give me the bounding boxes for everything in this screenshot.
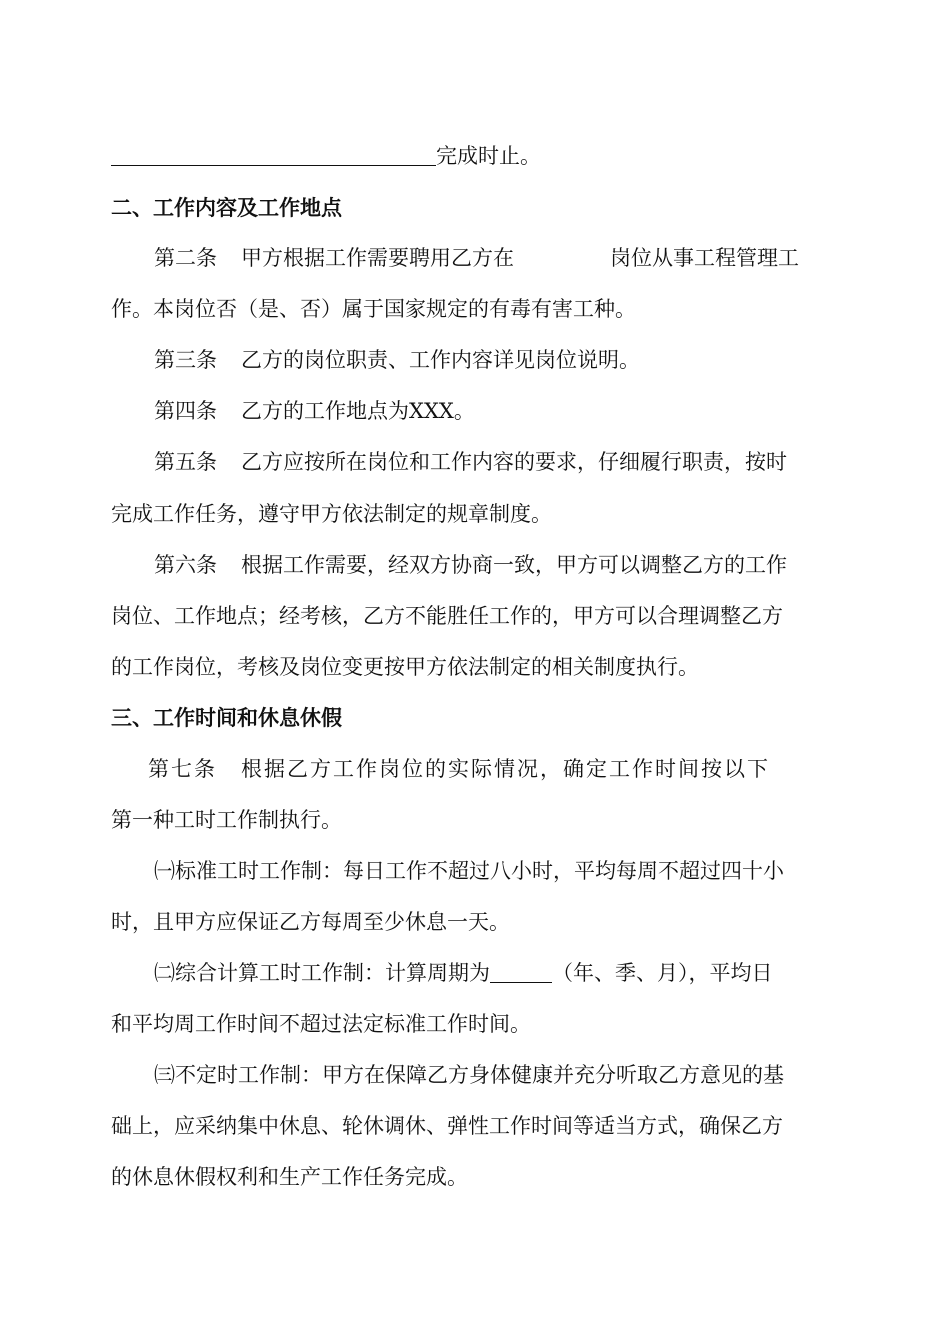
item-1-line-1: ㈠标准工时工作制：每日工作不超过八小时，平均每周不超过四十小 [154,859,784,883]
article-7-number: 第七条 [148,757,217,781]
article-2-number: 第二条 [154,246,217,270]
article-5-text: 乙方应按所在岗位和工作内容的要求，仔细履行职责，按时 [241,450,787,474]
article-4-text: 乙方的工作地点为XXX。 [241,399,475,423]
item-2-text-a: ㈡综合计算工时工作制：计算周期为 [154,961,490,985]
item-3-line-3: 的休息休假权利和生产工作任务完成。 [111,1165,468,1189]
item-2-line-2: 和平均周工作时间不超过法定标准工作时间。 [111,1012,531,1036]
section-heading-3: 三、工作时间和休息休假 [111,706,342,730]
article-6-line-2: 岗位、工作地点；经考核，乙方不能胜任工作的，甲方可以合理调整乙方 [111,604,783,628]
article-4-number: 第四条 [154,399,217,423]
article-4 [111,391,846,431]
article-7-line-2: 第一种工时工作制执行。 [111,808,342,832]
article-3 [111,340,846,380]
blank-field-end-condition [111,143,436,166]
article-7-line-1 [111,749,846,789]
article-2-line-1 [111,238,846,278]
article-2-text-a: 甲方根据工作需要聘用乙方在 [241,246,514,270]
item-1-line-2: 时，且甲方应保证乙方每周至少休息一天。 [111,910,510,934]
article-7-text: 根据乙方工作岗位的实际情况，确定工作时间按以下 [241,757,770,781]
article-2-text-b: 岗位从事工程管理工 [610,246,799,270]
article-6-line-1 [111,545,846,585]
article-3-number: 第三条 [154,348,217,372]
article-5-number: 第五条 [154,450,217,474]
article-6-number: 第六条 [154,553,217,577]
section-heading-2: 二、工作内容及工作地点 [111,196,342,220]
article-2-line-2: 作。本岗位否（是、否）属于国家规定的有毒有害工种。 [111,297,636,321]
text-completion-tail: 完成时止。 [436,144,541,168]
article-3-text: 乙方的岗位职责、工作内容详见岗位说明。 [241,348,640,372]
line-completion [111,136,846,176]
article-5-line-1 [111,442,846,482]
article-6-text: 根据工作需要，经双方协商一致，甲方可以调整乙方的工作 [241,553,787,577]
article-5-line-2: 完成工作任务，遵守甲方依法制定的规章制度。 [111,502,552,526]
item-2-line-1 [111,953,846,993]
blank-field-period [490,960,552,983]
item-3-line-2: 础上，应采纳集中休息、轮休调休、弹性工作时间等适当方式，确保乙方 [111,1114,783,1138]
item-2-text-b: （年、季、月），平均日 [552,961,773,985]
item-3-line-1: ㈢不定时工作制：甲方在保障乙方身体健康并充分听取乙方意见的基 [154,1063,784,1087]
article-6-line-3: 的工作岗位，考核及岗位变更按甲方依法制定的相关制度执行。 [111,655,699,679]
